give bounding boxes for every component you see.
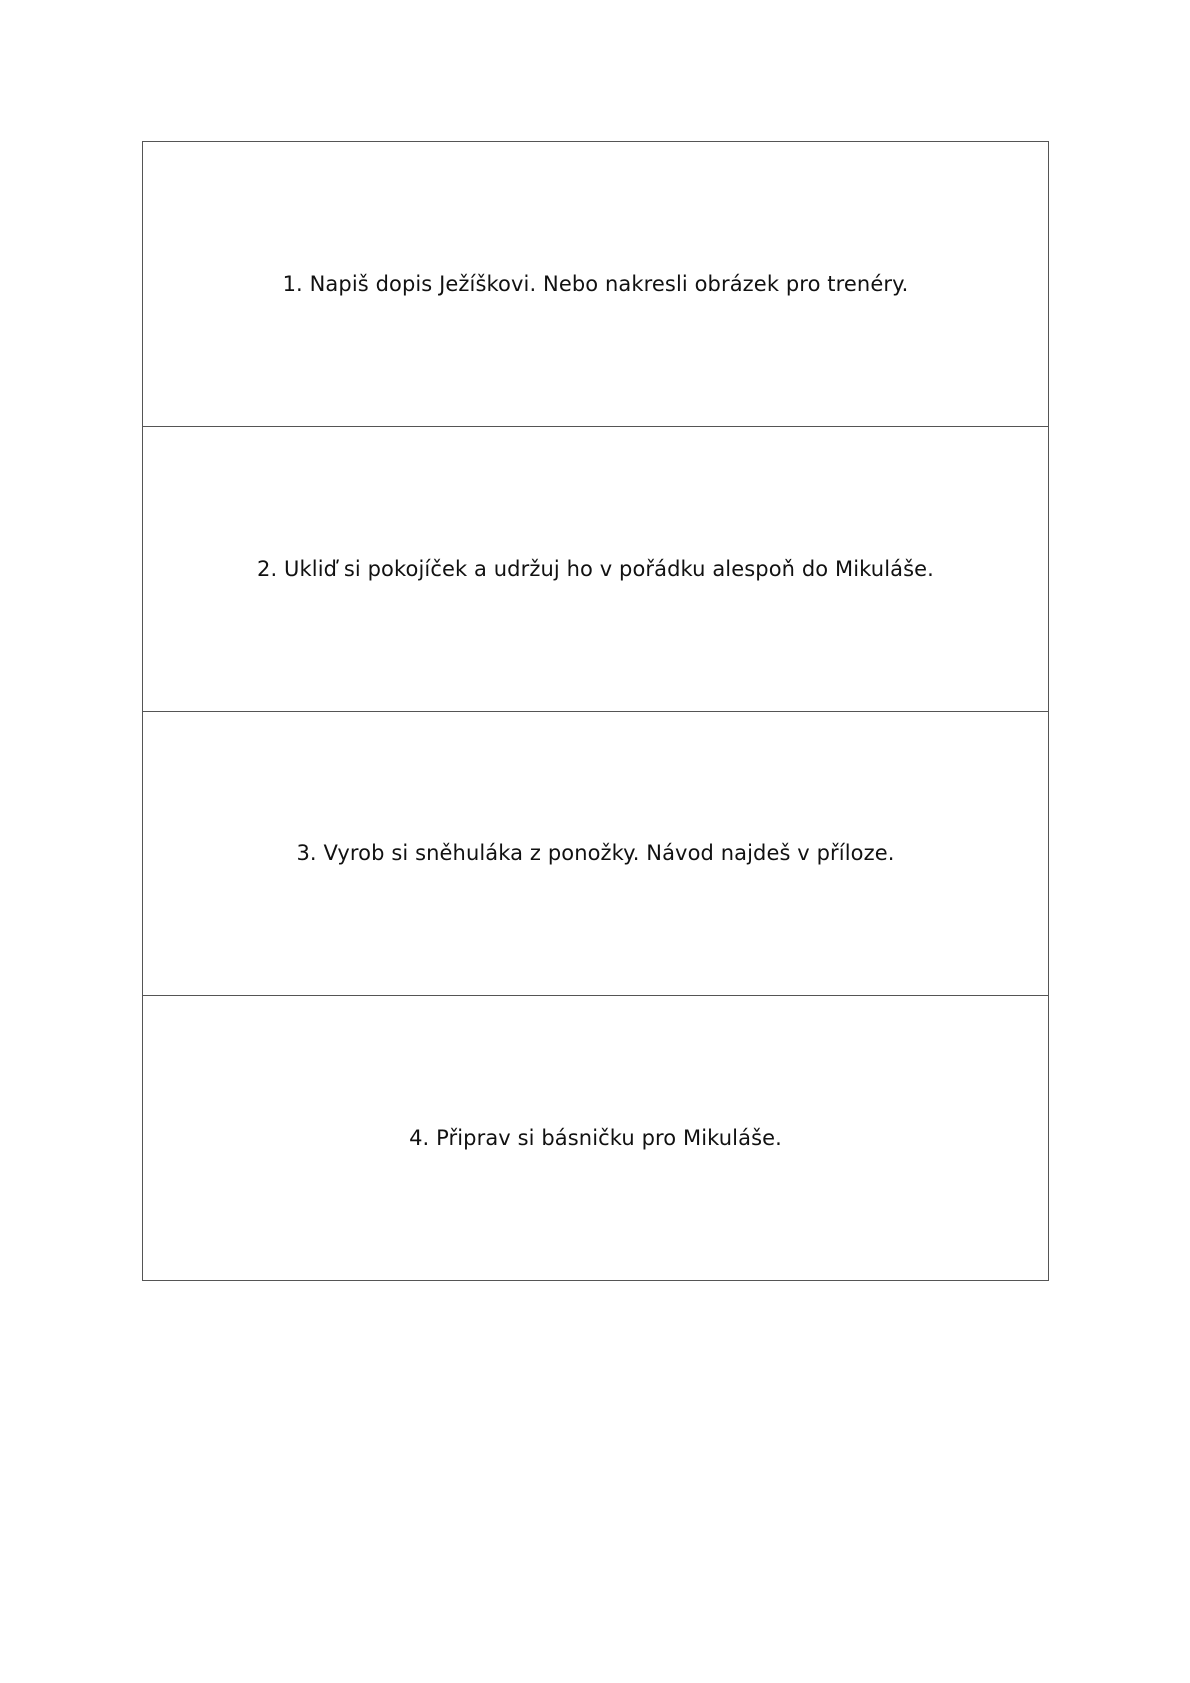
task-card-text: 2. Ukliď si pokojíček a udržuj ho v pořádku alespoň do Mikuláše. [257,556,934,581]
task-card-1 [143,142,1048,427]
task-card-4 [143,996,1048,1280]
task-card-text: 4. Připrav si básničku pro Mikuláše. [409,1126,782,1151]
task-card-3 [143,712,1048,997]
task-cards-table [142,141,1049,1281]
task-card-2 [143,427,1048,712]
task-card-text: 3. Vyrob si sněhuláka z ponožky. Návod najdeš v příloze. [296,841,895,866]
task-card-text: 1. Napiš dopis Ježíškovi. Nebo nakresli obrázek pro trenéry. [282,271,909,296]
